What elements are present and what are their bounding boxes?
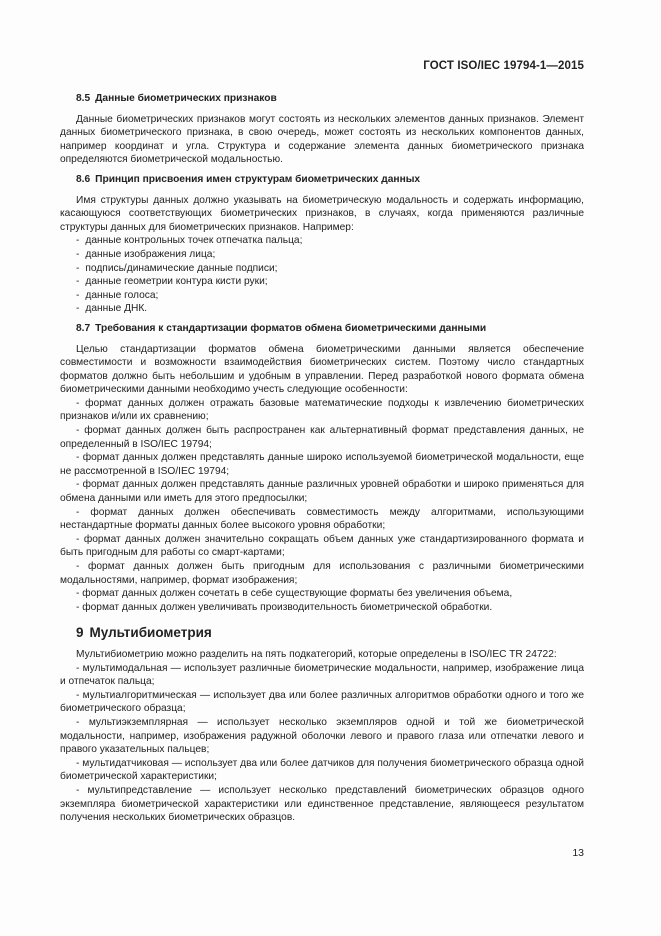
list-item (60, 784, 584, 825)
list-marker: - (76, 289, 80, 301)
section-number: 8.5 (76, 93, 91, 104)
list-item (60, 478, 584, 505)
list-item-text: формат данных должен быть распространен как альтернативный формат представления данных, не определенный в ISO/IEC 19794; (60, 425, 584, 450)
section-8-5-heading (76, 92, 584, 106)
list-item (76, 248, 584, 262)
list-item (60, 397, 584, 424)
list-item (60, 587, 584, 601)
list-marker: - (76, 716, 80, 728)
list-item (60, 716, 584, 757)
list-item-text: формат данных должен значительно сокращать объем данных уже стандартизированного формата и быть пригодным для работы со смарт-картами; (60, 533, 584, 559)
list-item-text: формат данных должен быть пригодным для использования с различными биометрическими модальностями, например, формат изображения; (60, 561, 584, 586)
section-title: Мультибиометрия (89, 625, 212, 641)
section-9-heading (76, 626, 584, 640)
list-marker: - (76, 533, 80, 545)
list-item (76, 262, 584, 276)
list-item-text: данные контрольных точек отпечатка пальца; (85, 235, 303, 247)
list-item-text: формат данных должен представлять данные различных уровней обработки и широко применяться для обмена данными или иметь для этого предпосылки; (60, 479, 584, 505)
list-item-text: мультидатчиковая — использует два или более датчиков для получения биометрического образца одной биометрической характеристики; (60, 757, 584, 783)
document-body (60, 92, 584, 825)
section-8-7-paragraph: Целью стандартизации форматов обмена биометрическими данными является обеспечение совместимости и возможности взаимодействия биометрических систем. Поэтому число стандартных форматов должно быть небольшим и удобным в управлении. Перед разработкой нового формата обмена биометрическими данными необходимо учесть следующие особенности: (60, 343, 584, 396)
list-marker: - (76, 452, 80, 464)
list-item-text: мультипредставление — использует несколько представлений биометрических образцов одного экземпляра биометрической характеристики или единственное представление, являющееся результатом получения нескольких биометрических образцов. (60, 784, 584, 824)
list-marker: - (76, 276, 80, 288)
list-item (60, 560, 584, 587)
list-item-text: формат данных должен сочетать в себе существующие форматы без увеличения объема, (82, 588, 513, 600)
list-item (60, 689, 584, 716)
list-item-text: данные геометрии контура кисти руки; (85, 276, 268, 288)
list-item-text: данные ДНК. (85, 303, 148, 315)
list-item (60, 451, 584, 478)
section-title: Принцип присвоения имен структурам биометрических данных (95, 173, 421, 185)
list-item-text: формат данных должен обеспечивать совместимость между алгоритмами, использующими нестандартные форматы данных более высокого уровня обработки; (60, 506, 584, 532)
list-item-text: формат данных должен представлять данные широко используемой биометрической модальности, еще не рассмотренной в ISO/IEC 19794; (60, 452, 584, 477)
page-number: 13 (572, 847, 584, 859)
list-item-text: подпись/динамические данные подписи; (85, 262, 278, 274)
list-item-text: формат данных должен увеличивать производительность биометрической обработки. (82, 601, 493, 613)
list-item-text: данные голоса; (85, 289, 159, 301)
list-marker: - (76, 601, 80, 613)
list-item (76, 275, 584, 289)
section-8-7-heading (76, 322, 584, 336)
list-item-text: мультиалгоритмическая — использует два или более различных алгоритмов обработки одного и того же биометрического образца; (60, 689, 584, 715)
list-item (76, 289, 584, 303)
section-title: Требования к стандартизации форматов обмена биометрическими данными (95, 322, 487, 334)
list-marker: - (76, 784, 80, 796)
list-marker: - (76, 561, 80, 572)
list-marker: - (76, 425, 80, 437)
list-item-text: формат данных должен отражать базовые математические подходы к извлечению биометрических признаков и/или их сравнению; (60, 397, 584, 423)
section-8-5-paragraph: Данные биометрических признаков могут состоять из нескольких элементов данных признаков. Элемент данных биометрического признака, в свою очередь, может состоять из нескольких компонентов данных, например координат и угла. Структура и содержание элемента данных биометрического признака определяются биометрической модальностью. (60, 113, 584, 166)
list-item (60, 662, 584, 689)
list-marker: - (76, 662, 80, 674)
list-marker: - (76, 689, 80, 701)
list-item (60, 533, 584, 560)
list-item (60, 424, 584, 451)
section-8-7-list (60, 397, 584, 615)
section-9-paragraph: Мультибиометрию можно разделить на пять подкатегорий, которые определены в ISO/IEC TR 24722: (76, 648, 557, 660)
document-header-id: ГОСТ ISO/IEC 19794-1—2015 (423, 60, 584, 72)
list-marker: - (76, 588, 80, 600)
list-marker: - (76, 235, 80, 247)
list-marker: - (76, 262, 80, 274)
section-8-6-heading (76, 173, 584, 187)
section-title: Данные биометрических признаков (95, 93, 277, 104)
list-item (60, 506, 584, 533)
list-item-text: мультимодальная — использует различные биометрические модальности, например, изображение лица и отпечаток пальца; (60, 662, 584, 688)
list-item-text: данные изображения лица; (85, 248, 216, 260)
list-marker: - (76, 479, 80, 491)
list-marker: - (76, 248, 80, 260)
list-item (76, 234, 584, 248)
section-9-list (60, 662, 584, 825)
section-8-6-paragraph: Имя структуры данных должно указывать на биометрическую модальность и содержать информацию, касающуюся соответствующих биометрических признаков, в случаях, когда применяются различные структуры данных для биометрических признаков. Например: (60, 194, 584, 233)
section-8-6-list (60, 234, 584, 316)
list-item-text: мультиэкземплярная — использует несколько экземпляров одной и той же биометрической модальности, например, изображения радужной оболочки левого и правого глаза или отпечатки левого и правого указательных пальцев; (60, 716, 584, 756)
list-item (60, 601, 584, 615)
list-item (76, 302, 584, 316)
list-marker: - (76, 757, 80, 769)
list-item (60, 757, 584, 784)
list-marker: - (76, 506, 80, 518)
section-number: 8.7 (76, 322, 91, 334)
section-number: 9 (76, 625, 84, 641)
section-number: 8.6 (76, 173, 91, 185)
list-marker: - (76, 397, 80, 409)
list-marker: - (76, 303, 80, 315)
